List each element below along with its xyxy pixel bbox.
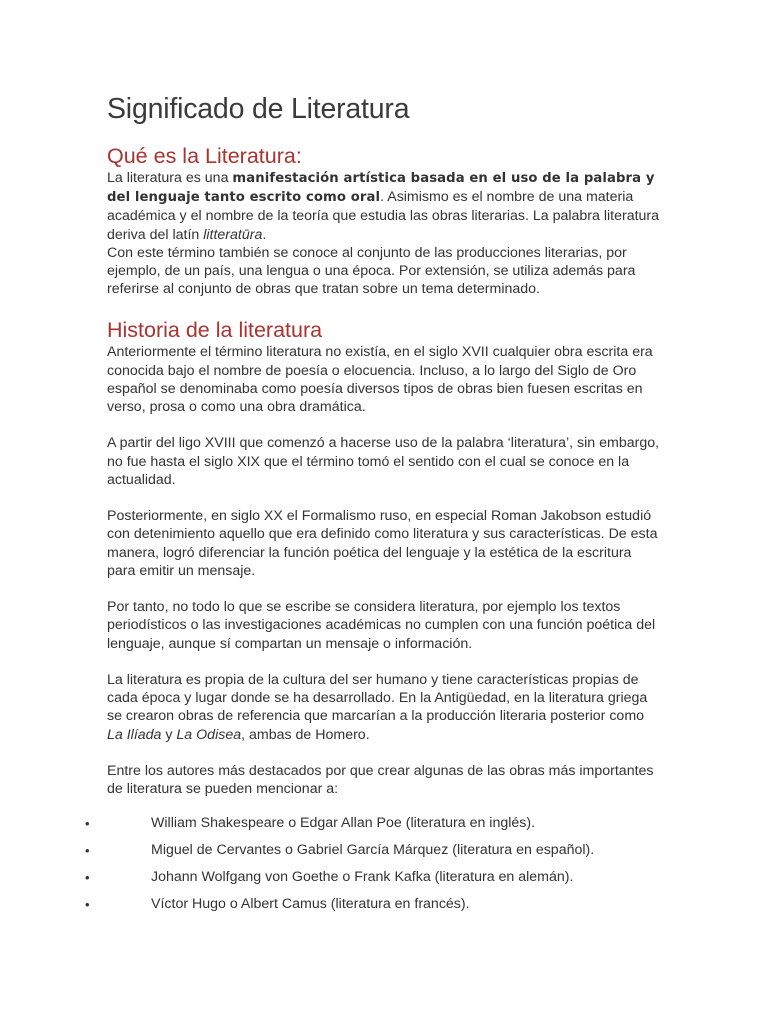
- paragraph-history-4: Por tanto, no todo lo que se escribe se considera literatura, por ejemplo los textos periodísticos o las investigaciones académicas no cumplen con una función poética del lenguaje, aunque sí compartan un mensaje o información.: [107, 599, 656, 652]
- paragraph-history-6: Entre los autores más destacados por que crear algunas de las obras más importantes de literatura se pueden mencionar a:: [107, 763, 654, 798]
- paragraph-definition: [107, 169, 662, 244]
- bullet-icon: •: [85, 816, 90, 831]
- text-run: . Asimismo es el nombre de una materia académica y el nombre de la teoría que estudia las obras literarias. La palabra literatura deriva del latín: [107, 189, 660, 243]
- bullet-icon: •: [85, 843, 90, 858]
- text-run: , ambas de Homero.: [241, 726, 370, 743]
- paragraph-history-5: [107, 671, 662, 744]
- text-run: y: [161, 726, 177, 743]
- authors-list: [0, 810, 768, 918]
- section-heading-que-es: Qué es la Literatura:: [107, 144, 302, 168]
- bold-text: manifestación artística basada en el uso de la palabra y del lenguaje tanto escrito como oral: [107, 171, 655, 206]
- italic-text: litteratūra: [203, 226, 263, 243]
- paragraph-history-2: A partir del ligo XVIII que comenzó a hacerse uso de la palabra ‘literatura’, sin embargo, no fue hasta el siglo XIX que el término tomó el sentido con el cual se conoce en la actualidad.: [107, 435, 660, 488]
- list-item-text: Miguel de Cervantes o Gabriel García Márquez (literatura en español).: [151, 842, 595, 858]
- paragraph-extension: Con este término también se conoce al conjunto de las producciones literarias, por ejemplo, de un país, una lengua o una época. Por extensión, se utiliza además para referirse al conjunto de obras que tratan sobre un tema determinado.: [107, 244, 636, 298]
- list-item: [0, 837, 768, 864]
- list-item-text: Johann Wolfgang von Goethe o Frank Kafka (literatura en alemán).: [151, 869, 574, 885]
- section-heading-historia: Historia de la literatura: [107, 318, 323, 343]
- italic-text: La Ilíada: [107, 726, 162, 743]
- paragraph-history-3: Posteriormente, en siglo XX el Formalismo ruso, en especial Roman Jakobson estudió con detenimiento aquello que era definido como literatura y sus características. De esta manera, logró diferenciar la función poética del lenguaje y la estética de la escritura para emitir un mensaje.: [107, 508, 658, 579]
- italic-text: La Odisea: [176, 726, 242, 743]
- list-item: [0, 810, 768, 837]
- list-item-text: William Shakespeare o Edgar Allan Poe (literatura en inglés).: [151, 815, 536, 831]
- list-item: [0, 891, 768, 918]
- bullet-icon: •: [85, 870, 90, 885]
- text-run: La literatura es propia de la cultura del ser humano y tiene características propias de cada época y lugar donde se ha desarrollado. En la Antigüedad, en la literatura griega se crearon obras de referencia que marcarían a la producción literaria posterior como: [107, 672, 648, 725]
- article-body: [107, 92, 662, 798]
- list-item: [0, 864, 768, 891]
- page-title: Significado de Literatura: [107, 93, 410, 125]
- paragraph-history-1: Anteriormente el término literatura no existía, en el siglo XVII cualquier obra escrita era conocida bajo el nombre de poesía o elocuencia. Incluso, a lo largo del Siglo de Oro español se denominaba como poesía diversos tipos de obras bien fuesen escritas en verso, prosa o como una obra dramática.: [107, 344, 653, 416]
- bullet-icon: •: [85, 897, 90, 912]
- text-run: .: [262, 226, 267, 243]
- list-item-text: Víctor Hugo o Albert Camus (literatura en francés).: [151, 896, 470, 912]
- text-run: La literatura es una: [107, 170, 233, 186]
